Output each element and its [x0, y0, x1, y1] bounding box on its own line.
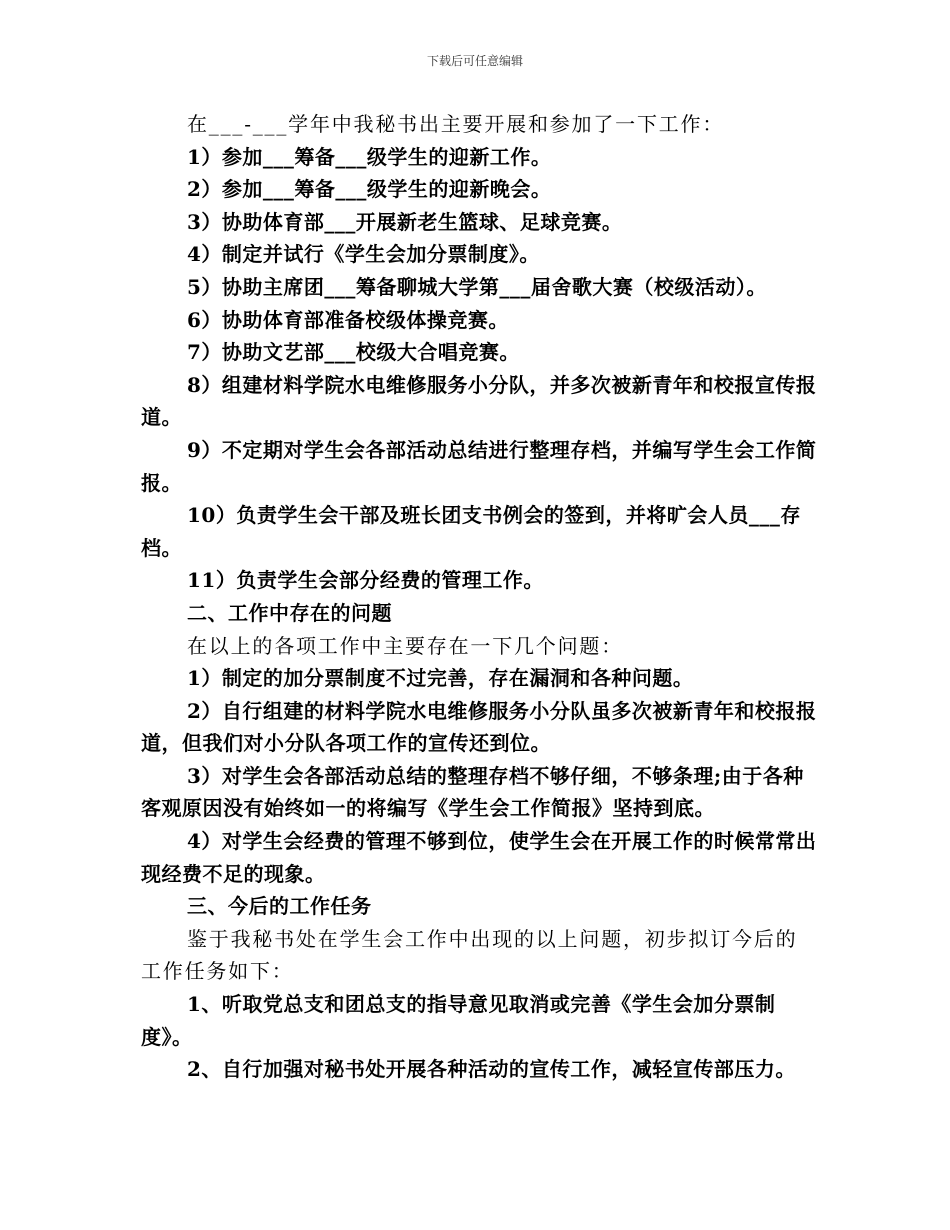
task-item-2: 2、自行加强对秘书处开展各种活动的宣传工作，减轻宣传部压力。: [187, 1057, 796, 1082]
tasks-intro: 鉴于我秘书处在学生会工作中出现的以上问题，初步拟订今后的工作任务如下：: [141, 926, 798, 984]
work-item-4: 4）制定并试行《学生会加分票制度》。: [187, 242, 540, 267]
work-item-7: 7）协助文艺部___校级大合唱竞赛。: [187, 340, 520, 365]
section-heading-tasks: 三、今后的工作任务: [187, 894, 372, 919]
intro-paragraph: 在___-___学年中我秘书出主要开展和参加了一下工作：: [187, 112, 725, 136]
problem-item-2: 2）自行组建的材料学院水电维修服务小分队虽多次被新青年和校报报道，但我们对小分队各项工作的宣传还到位。: [141, 698, 817, 756]
work-item-8: 8）组建材料学院水电维修服务小分队，并多次被新青年和校报宣传报道。: [141, 372, 817, 430]
task-item-1: 1、听取党总支和团总支的指导意见取消或完善《学生会加分票制度》。: [141, 992, 776, 1049]
page-header: 下载后可任意编辑: [426, 54, 523, 68]
problems-intro: 在以上的各项工作中主要存在一下几个问题：: [187, 633, 623, 658]
problem-item-1: 1）制定的加分票制度不过完善，存在漏洞和各种问题。: [187, 666, 694, 691]
section-heading-problems: 二、工作中存在的问题: [187, 600, 392, 625]
work-item-11: 11）负责学生会部分经费的管理工作。: [187, 568, 544, 593]
work-item-5: 5）协助主席团___筹备聊城大学第___届舍歌大赛（校级活动）。: [187, 274, 767, 299]
problem-item-3: 3）对学生会各部活动总结的整理存档不够仔细，不够条理;由于各种客观原因没有始终如一的将编写《学生会工作简报》坚持到底。: [141, 763, 804, 821]
problem-item-4: 4）对学生会经费的管理不够到位，使学生会在开展工作的时候常常出现经费不足的现象。: [141, 829, 817, 886]
document-body: [141, 108, 817, 1086]
work-item-9: 9）不定期对学生会各部活动总结进行整理存档，并编写学生会工作简报。: [141, 437, 817, 495]
work-item-6: 6）协助体育部准备校级体操竞赛。: [187, 307, 509, 332]
work-item-10: 10）负责学生会干部及班长团支书例会的签到，并将旷会人员___存档。: [141, 503, 801, 560]
work-item-2: 2）参加___筹备___级学生的迎新晚会。: [187, 177, 552, 202]
work-item-3: 3）协助体育部___开展新老生篮球、足球竞赛。: [187, 209, 623, 234]
work-item-1: 1）参加___筹备___级学生的迎新工作。: [187, 144, 552, 169]
